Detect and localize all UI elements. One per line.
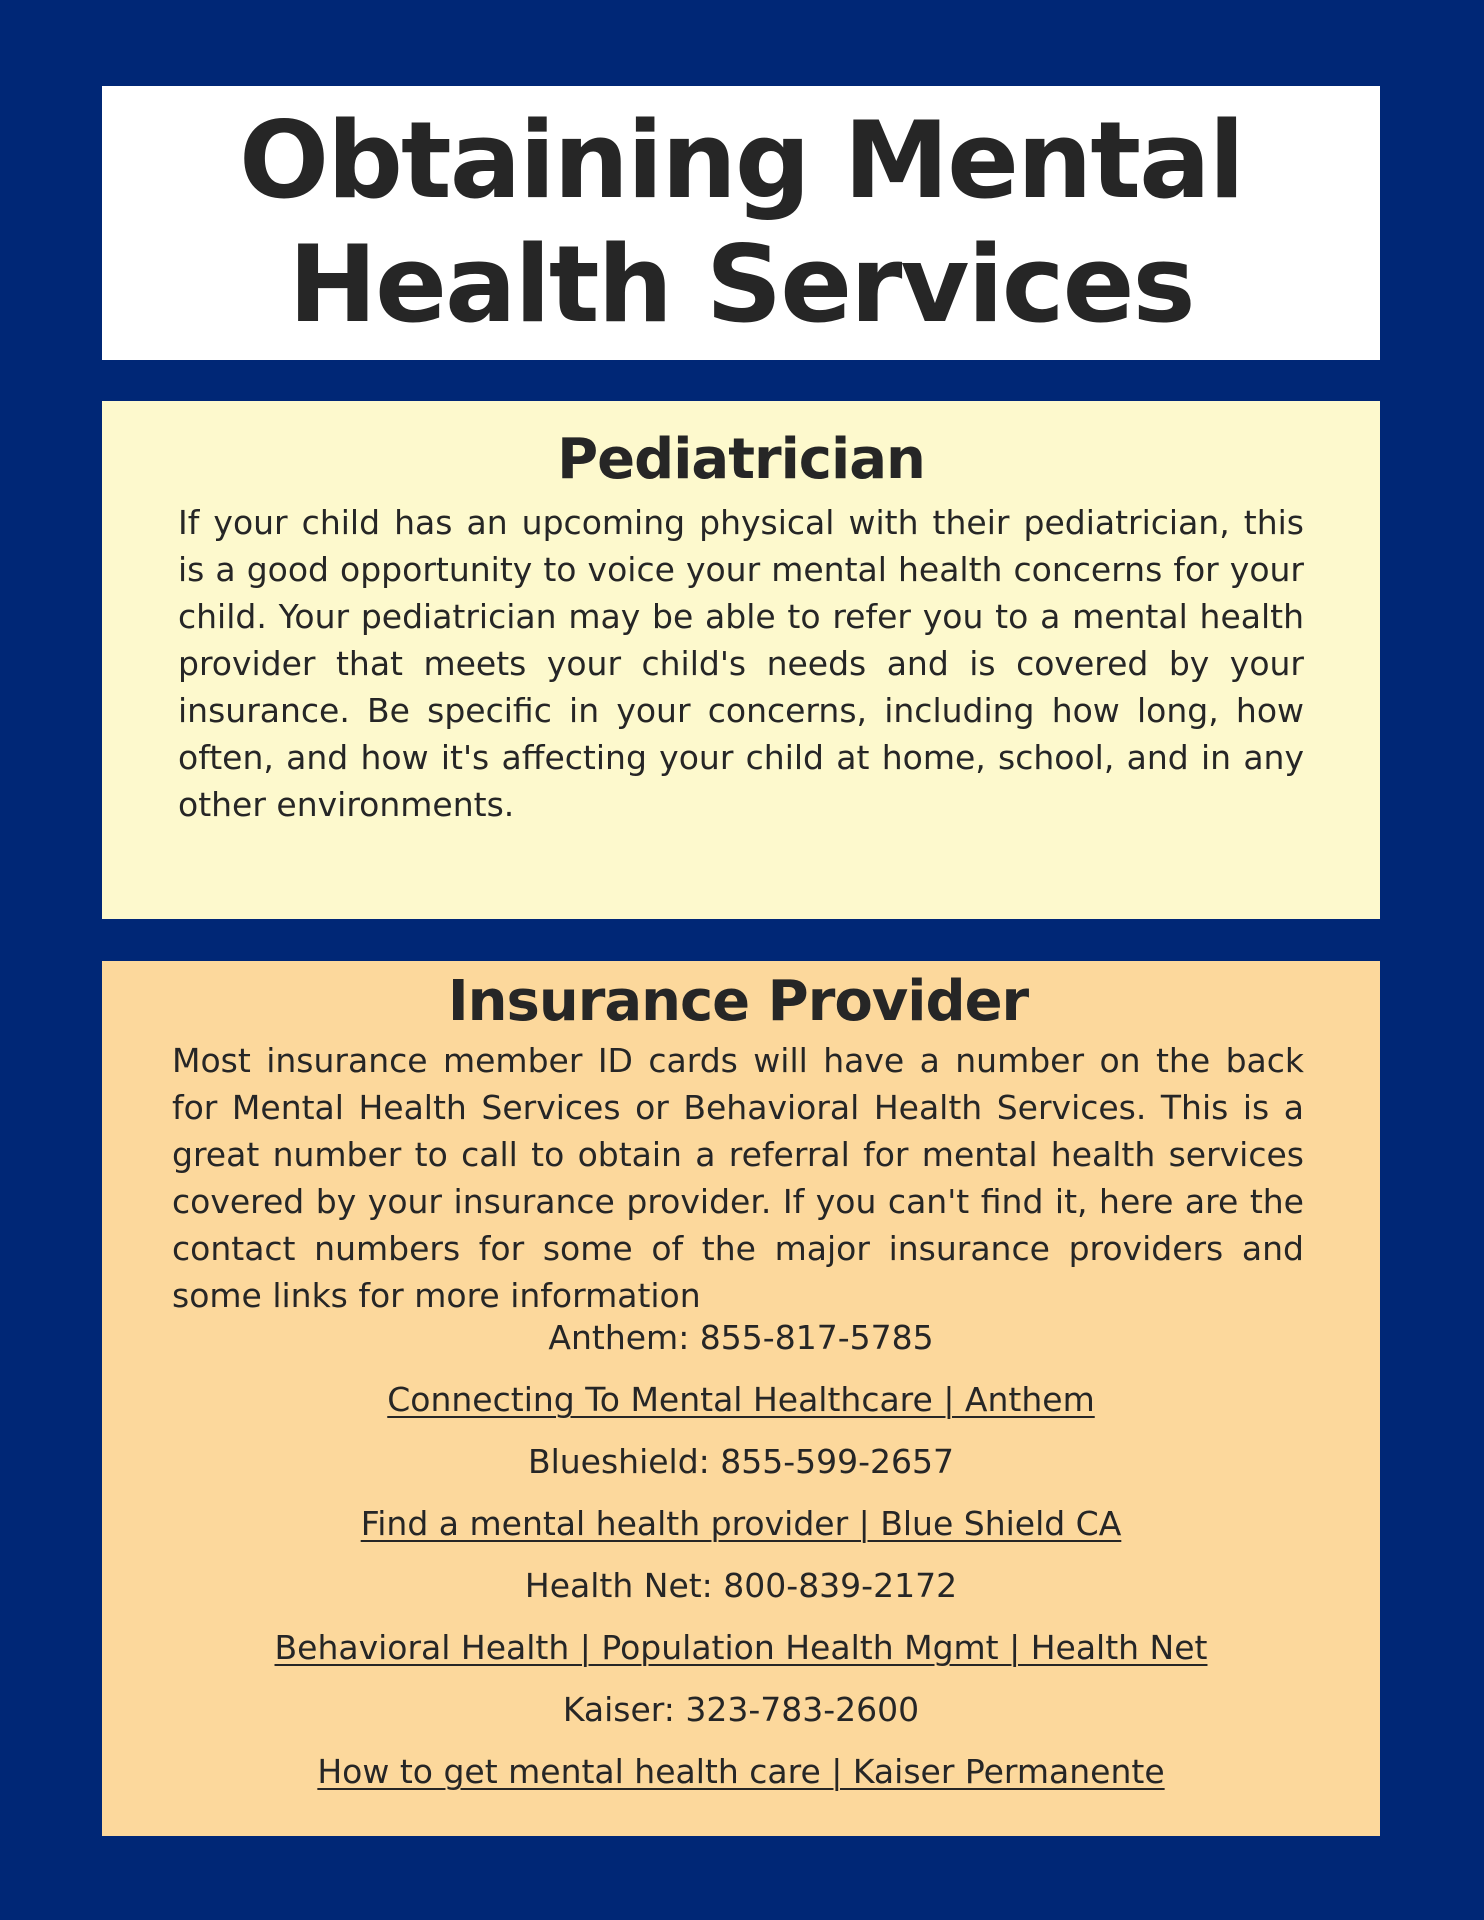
anthem-link[interactable]: Connecting To Mental Healthcare | Anthem (387, 1380, 1095, 1419)
blueshield-link[interactable]: Find a mental health provider | Blue Shield CA (360, 1504, 1122, 1543)
blueshield-phone: Blueshield: 855-599-2657 (527, 1442, 955, 1481)
title-banner (102, 86, 1380, 360)
healthnet-phone: Health Net: 800-839-2172 (524, 1566, 958, 1605)
page-title (239, 99, 1243, 347)
contact-list (172, 1307, 1304, 1803)
pediatrician-section (102, 401, 1380, 919)
anthem-phone: Anthem: 855-817-5785 (548, 1318, 934, 1357)
kaiser-link[interactable]: How to get mental health care | Kaiser Permanente (317, 1752, 1165, 1791)
insurance-heading: Insurance Provider (447, 969, 1029, 1034)
healthnet-link[interactable]: Behavioral Health | Population Health Mgmt | Health Net (274, 1628, 1208, 1667)
page-title-line-2: Health Services (288, 223, 1194, 346)
page-title-line-1: Obtaining Mental (239, 99, 1243, 222)
kaiser-phone: Kaiser: 323-783-2600 (562, 1690, 920, 1729)
pediatrician-body: If your child has an upcoming physical with their pediatrician, this is a good opportunity to voice your mental health concerns for your child. Your pediatrician may be able to refer you to a mental health provider that meets your child's needs and is covered by your insurance. Be specific in your concerns, including how long, how often, and how it's affecting your child at home, school, and in any other environments. (178, 503, 1304, 824)
insurance-body: Most insurance member ID cards will have a number on the back for Mental Health Services or Behavioral Health Services. This is a great number to call to obtain a referral for mental health services covered by your insurance provider. If you can't find it, here are the contact numbers for some of the major insurance providers and some links for more information (172, 1041, 1304, 1315)
pediatrician-heading: Pediatrician (557, 427, 925, 492)
insurance-section (102, 961, 1380, 1836)
